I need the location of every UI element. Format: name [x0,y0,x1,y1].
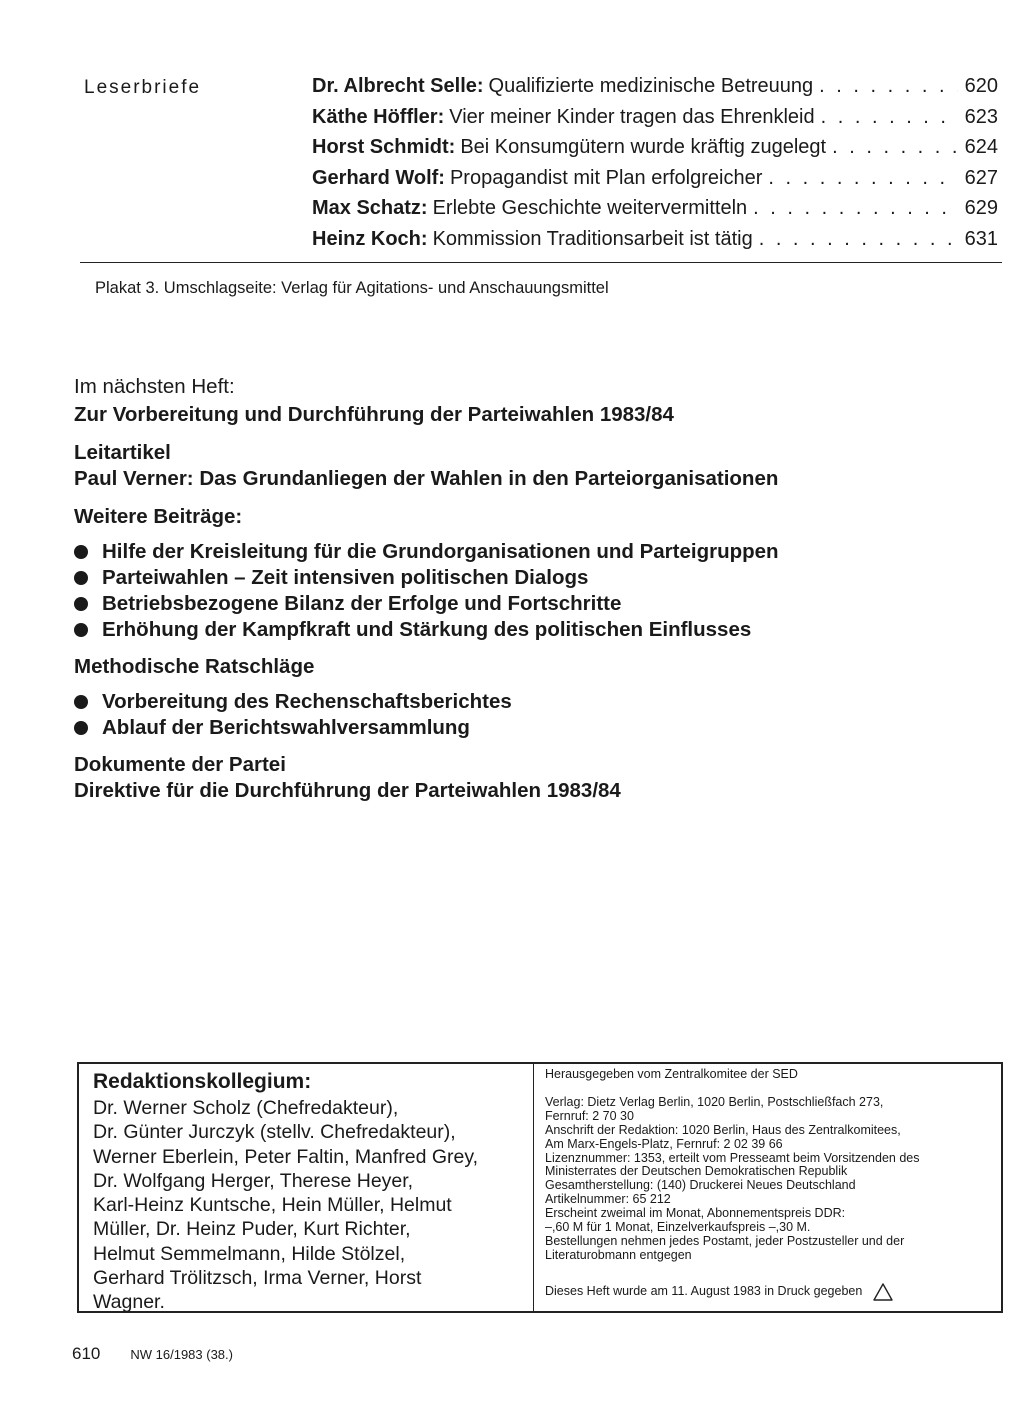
imprint-line: Ministerrates der Deutschen Demokratischen Republik [545,1164,848,1179]
toc-entry [312,197,998,228]
next-issue-intro: Im nächsten Heft: [74,375,235,398]
editorial-board [79,1064,534,1314]
toc-entry-title: Kommission Traditionsarbeit ist tätig [432,227,753,250]
bullet-icon [74,545,88,559]
toc-section-label: Leserbriefe [84,77,202,98]
toc-entry-page: 620 [964,75,998,97]
imprint-line: Anschrift der Redaktion: 1020 Berlin, Haus des Zentralkomitees, [545,1122,901,1137]
bullet-icon [74,597,88,611]
dot-leader [768,167,958,190]
toc-entry [312,136,998,167]
toc-entry [312,167,998,198]
page-number: 610 [72,1344,101,1363]
toc-entry-author: Max Schatz: [312,197,428,220]
methodical-advice-list [74,689,974,741]
print-date-line [545,1282,894,1302]
next-issue-preview [74,375,974,805]
editorial-board-names: Dr. Werner Scholz (Chefredakteur), Dr. Günter Jurczyk (stellv. Chefredakteur), Werner Eberlein, Peter Faltin, Manfred Grey, Dr. Wolfgang Herger, Therese Heyer, Karl-Heinz Kuntsche, Hein Müller, Helmut Müller, Dr. Heinz Puder, Kurt Richter, Helmut Semmelmann, Hilde Stölzel, Gerhard Trölitzsch, Irma Verner, Horst Wagner. [93,1097,479,1314]
toc-entry-title: Propagandist mit Plan erfolgreicher [449,166,763,189]
toc-entry-page: 627 [964,166,998,189]
divider [80,262,1002,263]
toc-entry-title: Bei Konsumgütern wurde kräftig zugelegt [460,136,827,159]
toc-entry-author: Horst Schmidt: [312,136,456,159]
party-documents-label: Dokumente der Partei [74,753,286,776]
list-item: Erhöhung der Kampfkraft und Stärkung des politischen Einflusses [74,617,974,643]
dot-leader [821,106,958,129]
toc-entries [312,75,998,259]
imprint-line: Bestellungen nehmen jedes Postamt, jeder Postzusteller und der [545,1233,905,1248]
list-item: Ablauf der Berichtswahlversammlung [74,715,974,741]
toc-entry-page: 624 [964,136,998,159]
imprint-line: Lizenznummer: 1353, erteilt vom Presseamt beim Vorsitzenden des [545,1150,920,1165]
toc-entry [312,75,998,106]
more-contributions-label: Weitere Beiträge: [74,505,243,528]
page-footer [72,1344,233,1364]
party-documents-title: Direktive für die Durchführung der Parteiwahlen 1983/84 [74,779,621,802]
toc-entry-page: 629 [964,197,998,220]
imprint-line: Literaturobmann entgegen [545,1247,692,1262]
toc-entry-title: Vier meiner Kinder tragen das Ehrenkleid [449,105,815,128]
toc-entry-title: Qualifizierte medizinische Betreuung [488,75,814,97]
list-item: Vorbereitung des Rechenschaftsberichtes [74,689,974,715]
issue-reference: NW 16/1983 (38.) [130,1347,233,1362]
toc-entry-author: Heinz Koch: [312,227,428,250]
imprint-line: Verlag: Dietz Verlag Berlin, 1020 Berlin, Postschließfach 273, [545,1094,884,1109]
toc-entry-author: Dr. Albrecht Selle: [312,75,484,97]
methodical-advice-label: Methodische Ratschläge [74,655,315,678]
imprint-line: Artikelnummer: 65 212 [545,1192,671,1207]
imprint-line: Fernruf: 2 70 30 [545,1108,634,1123]
imprint-line: –,60 M für 1 Monat, Einzelverkaufspreis –,30 M. [545,1220,811,1235]
publisher-line: Herausgegeben vom Zentralkomitee der SED [545,1067,798,1081]
toc-entry [312,228,998,259]
toc-entry [312,106,998,137]
toc-entry-page: 631 [964,227,998,250]
list-item: Parteiwahlen – Zeit intensiven politischen Dialogs [74,565,974,591]
toc-entry-title: Erlebte Geschichte weitervermitteln [432,197,748,220]
toc-entry-author: Gerhard Wolf: [312,166,445,189]
editorial-label: Leitartikel [74,441,171,464]
bullet-icon [74,695,88,709]
list-item: Betriebsbezogene Bilanz der Erfolge und Fortschritte [74,591,974,617]
print-date-text: Dieses Heft wurde am 11. August 1983 in Druck gegeben [545,1284,863,1299]
bullet-icon [74,623,88,637]
list-item: Hilfe der Kreisleitung für die Grundorganisationen und Parteigruppen [74,539,974,565]
imprint-line: Am Marx-Engels-Platz, Fernruf: 2 02 39 66 [545,1136,783,1151]
dot-leader [819,75,958,98]
cover-credit: Plakat 3. Umschlagseite: Verlag für Agitations- und Anschauungsmittel [95,279,609,297]
editorial-title: Paul Verner: Das Grundanliegen der Wahlen in den Parteiorganisationen [74,467,779,490]
masthead-box [77,1062,1003,1313]
imprint [534,1064,1001,1311]
bullet-icon [74,721,88,735]
more-contributions-list [74,539,974,643]
toc-entry-page: 623 [964,105,998,128]
dot-leader [832,136,958,159]
imprint-line: Gesamtherstellung: (140) Druckerei Neues Deutschland [545,1178,856,1193]
next-issue-lead: Zur Vorbereitung und Durchführung der Parteiwahlen 1983/84 [74,403,674,426]
imprint-line: Erscheint zweimal im Monat, Abonnementspreis DDR: [545,1206,846,1221]
dot-leader [759,228,958,251]
triangle-icon [872,1282,894,1302]
dot-leader [753,197,958,220]
bullet-icon [74,571,88,585]
toc-entry-author: Käthe Höffler: [312,105,445,128]
editorial-board-title: Redaktionskollegium: [93,1070,312,1093]
